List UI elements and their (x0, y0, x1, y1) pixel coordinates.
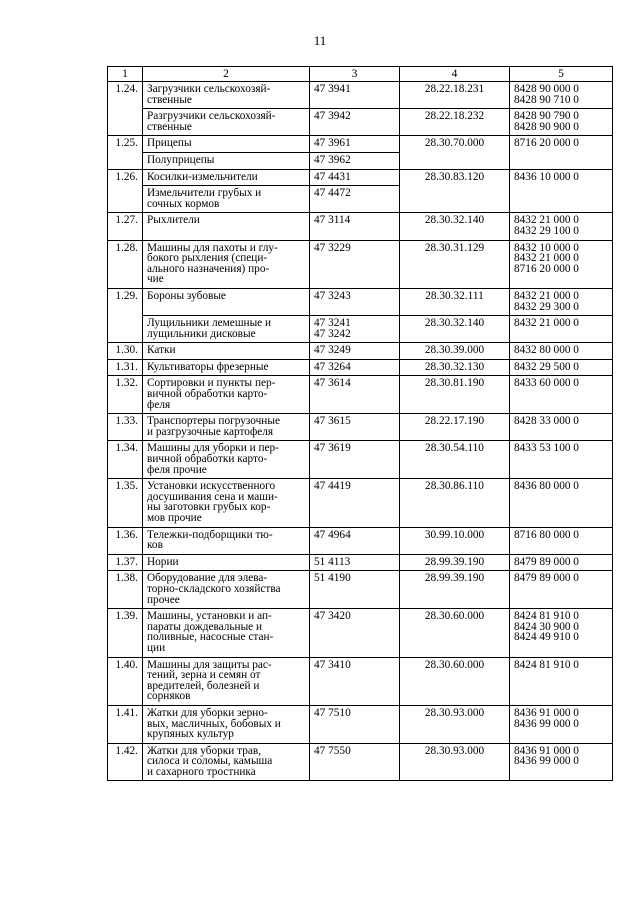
item-number-line: 1.29. (115, 289, 138, 302)
tnved-code (510, 609, 613, 657)
table-row (108, 554, 613, 571)
item-name-line: вичной обработки карто- (147, 453, 268, 466)
okp-code-line: 47 4964 (314, 528, 351, 541)
table-row (108, 657, 613, 705)
tnved-code-line: 8424 49 910 0 (514, 631, 579, 644)
okpd-code (400, 240, 510, 288)
item-name-line: мов прочие (147, 512, 202, 524)
tnved-code (510, 705, 613, 743)
item-number-line: 1.31. (115, 360, 138, 373)
item-name-line: Лущильники лемешные и (147, 317, 272, 330)
tnved-code-line: 8436 80 000 0 (514, 480, 579, 493)
tnved-code (510, 657, 613, 705)
item-name (143, 213, 310, 240)
okp-code-line: 47 7510 (314, 706, 351, 719)
item-name-line: крупяных культур (147, 728, 234, 741)
item-number (108, 240, 143, 288)
item-number-line: 1.30. (115, 344, 138, 357)
okpd-code (400, 288, 510, 315)
item-name-line: Жатки для уборки зерно- (147, 706, 268, 719)
okpd-code (400, 82, 510, 109)
item-name-line: феля прочие (147, 463, 207, 476)
okpd-code (400, 169, 510, 213)
okpd-code (400, 527, 510, 554)
item-name (143, 240, 310, 288)
item-number-line: 1.39. (115, 610, 138, 623)
item-name (143, 376, 310, 414)
okpd-code-line: 28.22.18.231 (424, 83, 485, 95)
okpd-code-line: 28.30.31.129 (424, 241, 485, 254)
tnved-code-line: 8432 29 100 0 (514, 224, 579, 237)
okpd-code (400, 743, 510, 781)
okpd-code-line: 28.30.32.140 (424, 317, 485, 330)
tnved-code-line: 8428 90 000 0 (514, 83, 579, 95)
header-col-1: 1 (108, 67, 143, 82)
item-name (143, 186, 310, 213)
tnved-code-line: 8479 89 000 0 (514, 555, 579, 568)
tnved-code-line: 8432 29 300 0 (514, 300, 579, 313)
item-number-line: 1.26. (115, 170, 138, 183)
item-number-line: 1.24. (115, 83, 138, 95)
tnved-code (510, 136, 613, 169)
item-name-line: Бороны зубовые (147, 289, 226, 302)
okp-code (310, 657, 400, 705)
item-name-line: ны заготовки грубых кор- (147, 501, 271, 514)
item-number-line: 1.41. (115, 706, 138, 719)
item-name-line: Катки (147, 344, 176, 357)
okpd-code (400, 343, 510, 360)
item-number-line: 1.42. (115, 744, 138, 757)
tnved-code (510, 82, 613, 109)
item-name (143, 609, 310, 657)
okp-code-line: 47 3249 (314, 344, 351, 357)
item-number-line: 1.28. (115, 241, 138, 254)
header-col-4: 4 (400, 67, 510, 82)
tnved-code-line: 8716 20 000 0 (514, 262, 579, 275)
item-name-line: силоса и соломы, камыша (147, 755, 273, 768)
page-number: 11 (313, 33, 327, 48)
table-row (108, 240, 613, 288)
tnved-code (510, 376, 613, 414)
item-number-line: 1.35. (115, 480, 138, 493)
tnved-code (510, 441, 613, 479)
okpd-code-line: 28.30.93.000 (424, 744, 485, 757)
item-number (108, 213, 143, 240)
okpd-code-line: 28.22.18.232 (424, 110, 485, 123)
item-name-line: ков (147, 539, 163, 552)
item-name-line: поливные, насосные стан- (147, 631, 274, 644)
item-name-line: лущильники дисковые (147, 327, 256, 340)
tnved-code-line: 8428 90 790 0 (514, 110, 579, 123)
tnved-code-line: 8432 10 000 0 (514, 241, 579, 254)
okpd-code-line: 28.30.32.130 (424, 360, 485, 373)
item-number (108, 359, 143, 376)
header-col-5: 5 (510, 67, 613, 82)
item-number (108, 609, 143, 657)
item-name-line: и сахарного тростника (147, 765, 256, 778)
item-name-line: Измельчители грубых и (147, 187, 262, 200)
okpd-code-line: 28.30.81.190 (424, 377, 485, 390)
okpd-code-line: 28.22.17.190 (424, 415, 485, 428)
item-number (108, 82, 143, 136)
item-name-line: Машины, установки и ап- (147, 610, 272, 623)
tnved-code-line: 8716 80 000 0 (514, 528, 579, 541)
tnved-code (510, 169, 613, 213)
item-name-line: Нории (147, 555, 179, 568)
item-name-line: Машины для защиты рас- (147, 658, 272, 671)
okpd-code (400, 479, 510, 527)
item-name (143, 288, 310, 315)
tnved-code-line: 8436 99 000 0 (514, 755, 579, 768)
item-name (143, 705, 310, 743)
tnved-code-line: 8432 21 000 0 (514, 317, 579, 330)
okpd-code-line: 28.30.54.110 (425, 442, 484, 455)
tnved-code-line: 8428 33 000 0 (514, 415, 579, 428)
okp-code-line: 47 3229 (314, 241, 351, 254)
table-row (108, 705, 613, 743)
item-name-line: досушивания сена и маши- (147, 490, 278, 503)
tnved-code (510, 743, 613, 781)
tnved-code-line: 8716 20 000 0 (514, 137, 579, 150)
okp-code-line: 47 4472 (314, 187, 351, 200)
header-col-3: 3 (310, 67, 400, 82)
tnved-code-line: 8479 89 000 0 (514, 572, 579, 585)
item-name (143, 441, 310, 479)
tnved-code-line: 8424 30 900 0 (514, 620, 579, 633)
item-number (108, 441, 143, 479)
okpd-code-line: 28.30.32.111 (425, 289, 484, 302)
okpd-code-line: 28.30.83.120 (424, 170, 485, 183)
item-number (108, 705, 143, 743)
okpd-code (400, 657, 510, 705)
item-number-line: 1.34. (115, 442, 138, 455)
tnved-code (510, 240, 613, 288)
okp-code (310, 316, 400, 343)
okpd-code (400, 109, 510, 136)
item-name-line: Машины для уборки и пер- (147, 442, 279, 455)
okp-code-line: 51 4113 (314, 555, 351, 568)
item-name-line: торно-складского хозяйства (147, 582, 281, 595)
okp-code (310, 240, 400, 288)
tnved-code (510, 571, 613, 609)
okp-code (310, 186, 400, 213)
tnved-code (510, 343, 613, 360)
item-name-line: тений, зерна и семян от (147, 669, 261, 682)
item-name (143, 571, 310, 609)
item-number-line: 1.38. (115, 572, 138, 585)
tnved-code-line: 8424 81 910 0 (514, 610, 579, 623)
okp-code-line: 47 3420 (314, 610, 351, 623)
table-row (108, 376, 613, 414)
item-name-line: сочных кормов (147, 197, 220, 210)
item-name (143, 136, 310, 153)
item-name (143, 152, 310, 169)
item-number (108, 136, 143, 169)
item-name (143, 657, 310, 705)
item-name-line: ального назначения) про- (147, 262, 270, 275)
tnved-code (510, 109, 613, 136)
item-name-line: Разгрузчики сельскохозяй- (147, 110, 276, 123)
item-name (143, 343, 310, 360)
tnved-code-line: 8432 21 000 0 (514, 252, 579, 265)
table-row (108, 109, 613, 136)
table-row (108, 441, 613, 479)
item-name-line: бокого рыхления (специ- (147, 252, 268, 265)
item-number (108, 571, 143, 609)
tnved-code (510, 359, 613, 376)
okpd-code-line: 28.30.39.000 (424, 344, 485, 357)
okpd-code (400, 441, 510, 479)
item-name (143, 109, 310, 136)
okp-code (310, 376, 400, 414)
okp-code (310, 609, 400, 657)
table-row (108, 609, 613, 657)
tnved-code-line: 8432 80 000 0 (514, 344, 579, 357)
tnved-code-line: 8436 10 000 0 (514, 170, 579, 183)
okpd-code (400, 571, 510, 609)
item-number (108, 376, 143, 414)
item-name-line: феля (147, 398, 171, 411)
okp-code (310, 213, 400, 240)
table-row (108, 136, 613, 153)
item-name-line: ственные (147, 120, 192, 133)
item-name-line: Сортировки и пункты пер- (147, 377, 276, 390)
okpd-code (400, 609, 510, 657)
okp-code (310, 441, 400, 479)
okp-code-line: 47 3241 (314, 317, 351, 330)
item-name-line: вредителей, болезней и (147, 679, 260, 692)
table-row (108, 527, 613, 554)
table-row (108, 82, 613, 109)
okp-code-line: 47 3619 (314, 442, 351, 455)
item-name-line: Тележки-подборщики тю- (147, 528, 273, 541)
okp-code-line: 47 3114 (314, 214, 351, 227)
okpd-code (400, 213, 510, 240)
table-row (108, 414, 613, 441)
item-name (143, 554, 310, 571)
item-name-line: вых, масличных, бобовых и (147, 717, 281, 730)
okpd-code (400, 554, 510, 571)
okp-code-line: 47 3961 (314, 137, 351, 150)
item-name-line: Жатки для уборки трав, (147, 744, 262, 757)
okp-code (310, 527, 400, 554)
item-name (143, 527, 310, 554)
okpd-code-line: 28.30.86.110 (425, 480, 484, 493)
item-number-line: 1.25. (115, 137, 138, 150)
item-name-line: Транспортеры погрузочные (147, 415, 280, 428)
item-name-line: ции (147, 641, 166, 654)
okp-code (310, 288, 400, 315)
item-number (108, 169, 143, 213)
item-name-line: прочее (147, 593, 180, 606)
okp-code-line: 47 3242 (314, 327, 351, 340)
tnved-code (510, 288, 613, 315)
okp-code-line: 47 3962 (314, 153, 351, 166)
header-col-2: 2 (143, 67, 310, 82)
item-name-line: Рыхлители (147, 214, 200, 227)
tnved-code-line: 8436 91 000 0 (514, 706, 579, 719)
okp-code-line: 47 4431 (314, 170, 351, 183)
tnved-code-line: 8424 81 910 0 (514, 658, 579, 671)
item-name-line: ственные (147, 93, 192, 106)
item-name-line: Загрузчики сельскохозяй- (147, 83, 271, 95)
item-name (143, 479, 310, 527)
tnved-code (510, 316, 613, 343)
item-number (108, 527, 143, 554)
table-row (108, 571, 613, 609)
tnved-code-line: 8428 90 900 0 (514, 120, 579, 133)
tnved-code-line: 8428 90 710 0 (514, 93, 579, 106)
okpd-code-line: 28.30.93.000 (424, 706, 485, 719)
tnved-code (510, 554, 613, 571)
okp-code (310, 554, 400, 571)
okp-code (310, 705, 400, 743)
item-name (143, 82, 310, 109)
okp-code (310, 571, 400, 609)
equipment-codes-table (107, 66, 613, 781)
item-name-line: Оборудование для элева- (147, 572, 268, 585)
okpd-code-line: 28.30.60.000 (424, 610, 485, 623)
okp-code-line: 47 3410 (314, 658, 351, 671)
table-row (108, 343, 613, 360)
tnved-code (510, 527, 613, 554)
item-name (143, 743, 310, 781)
okp-code (310, 343, 400, 360)
okp-code (310, 82, 400, 109)
item-number (108, 554, 143, 571)
okp-code-line: 47 3615 (314, 415, 351, 428)
okp-code (310, 359, 400, 376)
okp-code (310, 743, 400, 781)
okp-code-line: 47 4419 (314, 480, 351, 493)
item-name-line: чие (147, 273, 164, 286)
item-number-line: 1.36. (115, 528, 138, 541)
item-name (143, 169, 310, 186)
okpd-code (400, 414, 510, 441)
item-name (143, 359, 310, 376)
table-row (108, 213, 613, 240)
okpd-code-line: 28.30.60.000 (424, 658, 485, 671)
item-name-line: параты дождевальные и (147, 620, 263, 633)
table-row (108, 479, 613, 527)
okpd-code-line: 30.99.10.000 (424, 528, 485, 541)
item-name-line: вичной обработки карто- (147, 388, 268, 401)
item-number (108, 743, 143, 781)
item-number-line: 1.27. (115, 214, 138, 227)
item-number (108, 343, 143, 360)
item-name-line: и разгрузочные картофеля (147, 425, 274, 438)
item-name-line: Культиваторы фрезерные (147, 360, 269, 373)
item-number (108, 657, 143, 705)
item-name-line: сорняков (147, 690, 191, 703)
okp-code-line: 47 3942 (314, 110, 351, 123)
tnved-code-line: 8432 29 500 0 (514, 360, 579, 373)
tnved-code (510, 479, 613, 527)
table-row (108, 359, 613, 376)
tnved-code-line: 8436 99 000 0 (514, 717, 579, 730)
okp-code-line: 47 7550 (314, 744, 351, 757)
okp-code-line: 51 4190 (314, 572, 351, 585)
tnved-code (510, 414, 613, 441)
table-row (108, 169, 613, 186)
okp-code (310, 152, 400, 169)
item-number-line: 1.32. (115, 377, 138, 390)
item-name-line: Машины для пахоты и глу- (147, 241, 278, 254)
tnved-code-line: 8436 91 000 0 (514, 744, 579, 757)
header-row (108, 67, 613, 82)
okp-code-line: 47 3614 (314, 377, 351, 390)
okp-code-line: 47 3264 (314, 360, 351, 373)
okp-code-line: 47 3941 (314, 83, 351, 95)
okpd-code-line: 28.30.70.000 (424, 137, 485, 150)
okpd-code (400, 376, 510, 414)
table-row (108, 743, 613, 781)
item-number (108, 414, 143, 441)
item-number (108, 288, 143, 342)
okp-code (310, 414, 400, 441)
okp-code (310, 136, 400, 153)
tnved-code (510, 213, 613, 240)
tnved-code-line: 8433 53 100 0 (514, 442, 579, 455)
tnved-code-line: 8433 60 000 0 (514, 377, 579, 390)
item-name-line: Установки искусственного (147, 480, 276, 493)
okpd-code-line: 28.99.39.190 (424, 572, 485, 585)
tnved-code-line: 8432 21 000 0 (514, 289, 579, 302)
item-name-line: Полуприцепы (147, 153, 215, 166)
table-row (108, 316, 613, 343)
item-name (143, 414, 310, 441)
okpd-code (400, 705, 510, 743)
okpd-code-line: 28.30.32.140 (424, 214, 485, 227)
okp-code (310, 169, 400, 186)
item-name-line: Прицепы (147, 137, 192, 150)
okpd-code (400, 359, 510, 376)
table-body (108, 82, 613, 781)
okpd-code-line: 28.99.39.190 (424, 555, 485, 568)
table-row (108, 288, 613, 315)
item-name (143, 316, 310, 343)
okp-code (310, 479, 400, 527)
item-number-line: 1.37. (115, 555, 138, 568)
okpd-code (400, 316, 510, 343)
okp-code (310, 109, 400, 136)
item-name-line: Косилки-измельчители (147, 170, 258, 183)
item-number-line: 1.33. (115, 415, 138, 428)
item-number-line: 1.40. (115, 658, 138, 671)
okpd-code (400, 136, 510, 169)
okp-code-line: 47 3243 (314, 289, 351, 302)
item-number (108, 479, 143, 527)
tnved-code-line: 8432 21 000 0 (514, 214, 579, 227)
